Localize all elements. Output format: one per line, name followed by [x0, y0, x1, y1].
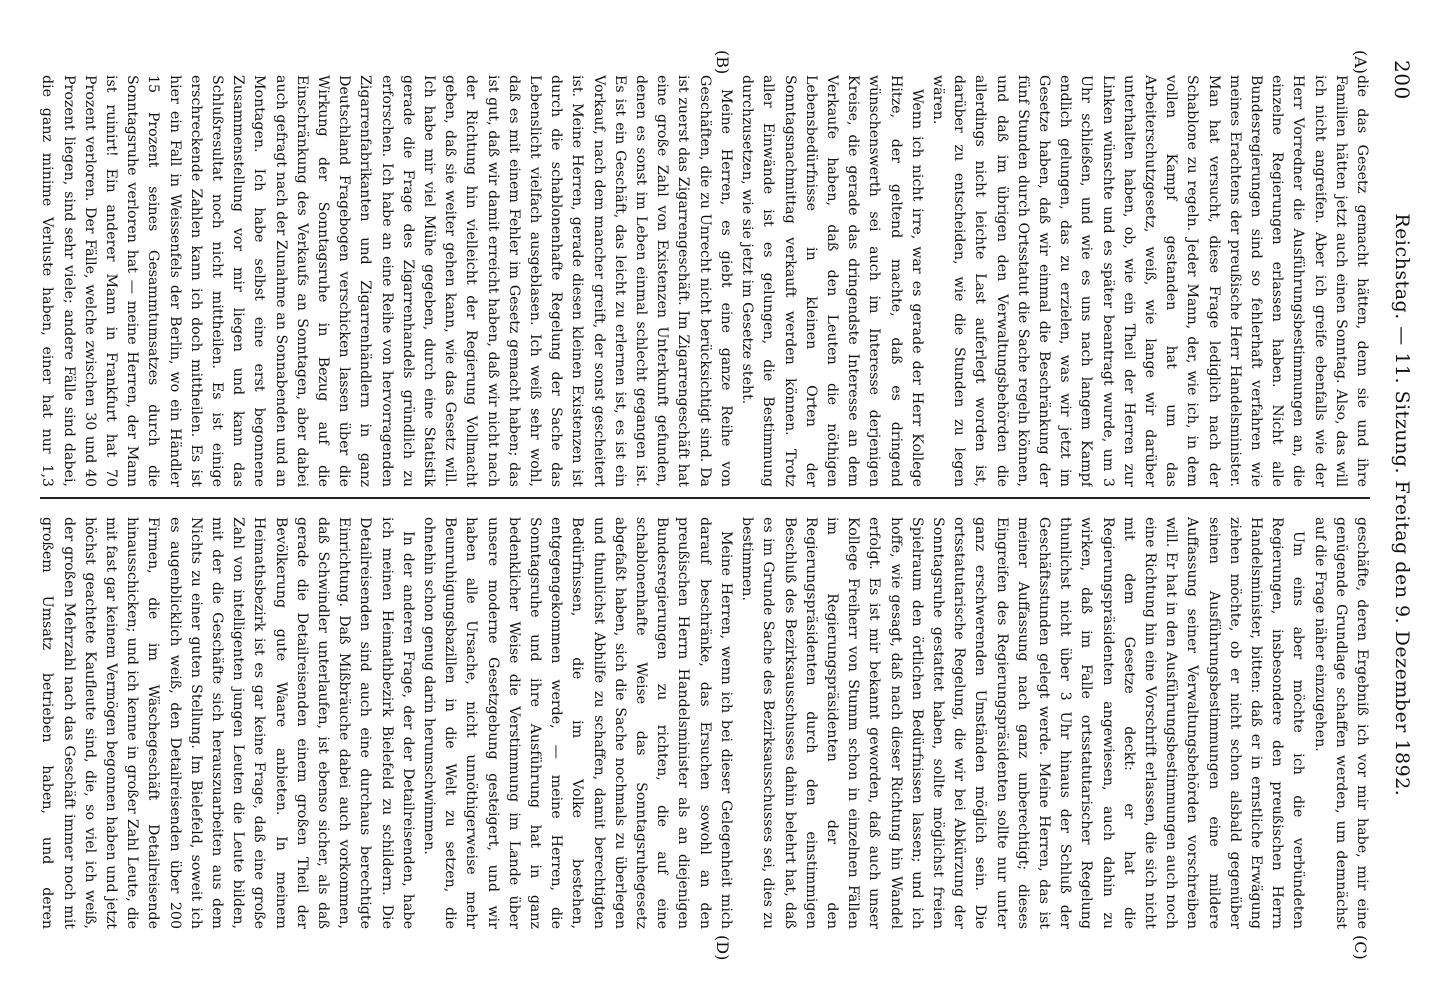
text-column-right [37, 517, 1372, 929]
paragraph: Meine Herren, wenn ich bei dieser Gelegenheit mich darauf beschränke, das Ersuchen sowohl an den preußischen Herrn Handelsminister als an diejenigen Bundesregierungen zu richten, die auf eine schablonenhafte Weise das Sonntagsruhegesetz abgefaßt haben, sich die Sache nochmals zu überlegen und thunlichst Abhilfe zu schaffen, damit berechtigten Bedürfnissen, die im Volke bestehen, entgegengekommen werde, — meine Herren, die Sonntagsruhe und ihre Ausführung hat in ganz bedenklicher Weise die Verstimmung im Lande über unsere moderne Gesetzgebung gesteigert, und wir haben alle Ursache, nicht unnöthigerweise mehr Beunruhigungsbazillen in die Welt zu setzen, die ohnehin schon genug darin herumschwimmen. [421, 517, 734, 929]
margin-marker-b: (B) [713, 50, 732, 75]
margin-marker-c: (C) [1351, 935, 1370, 960]
paragraph: Um eins aber möchte ich die verbündeten Regierungen, insbesondere den preußischen Herrn Handelsminister, bitten: daß er in ernstliche Erwägung ziehen möchte, ob er nicht schon alsbald gegenüber seinen Ausführungsbestimmungen eine mildere Auffassung seiner Verwaltungsbehörden vorschreiben will. Er hat in den Ausführungsbestimmungen auch noch eine Richtung hin eine Vorschrift erlassen, die sich nicht mit dem Gesetze deckt: er hat die Regierungspräsidenten angewiesen, auch dahin zu wirken, daß im Falle ortsstatutarischer Regelung thunlichst nicht über 3 Uhr hinaus der Schluß der Geschäftsstunden gelegt werde. Meine Herren, das ist meiner Auffassung nach ganz unberechtigt; dieses Eingreifen des Regierungspräsidenten sollte nur unter ganz erschwerenden Umständen möglich sein. Die ortsstatutarische Regelung, die wir bei Abkürzung der Sonntagsruhe gestattet haben, sollte möglichst freien Spielraum den örtlichen Bedürfnissen lassen; und ich hoffe, wie gesagt, daß nach dieser Richtung hin Wandel erfolgt. Es ist mir bekannt geworden, daß auch unser Kollege Freiherr von Stumm schon in einzelnen Fällen im Regierungspräsidenten der den Regierungspräsidenten durch den einstimmigen Beschluß des Bezirksausschusses dahin belehrt hat, daß es im Grunde Sache des Bezirksausschusses sei, dies zu bestimmen. [739, 517, 1307, 929]
paragraph: Wenn ich nicht irre, war es gerade der Herr Kollege Hitze, der geltend machte, daß es dringend wünschenswerth sei auch im Interesse derjenigen Kreise, die gerade das dringendste Interesse an dem Verkaufe haben, daß den Leuten die nöthigen Lebensbedürfnisse in kleinen Orten der Sonntagsnachmittag verkauft werden können. Trotz aller Einwände ist es gelungen, die Bestimmung durchzusetzen, wie sie jetzt im Gesetze steht. [739, 75, 925, 487]
column-divider [40, 497, 1370, 499]
margin-marker-a: (A) [1351, 50, 1370, 75]
text-column-left [37, 75, 1372, 487]
running-title: Reichstag. — 11. Sitzung. Freitag den 9. Dezember 1892. [1391, 213, 1413, 797]
margin-marker-d: (D) [713, 935, 732, 961]
page-number: 200 [1390, 60, 1414, 100]
paragraph: Meine Herren, es giebt eine ganze Reihe von Geschäften, die zu Unrecht nicht berücksichtigt sind. Da ist zuerst das Zigarrengeschäft. Im Zigarrengeschäft hat eine große Zahl von Existenzen Unterkunft gefunden, denen es sonst im Leben einmal schlecht gegangen ist. Es ist ein Geschäft, das leicht zu erlernen ist, es ist ein Vorkauf, nach dem mancher greift, der sonst gescheitert ist. Meine Herren, gerade diesen kleinen Existenzen ist durch die schablonenhafte Regelung der Sache das Lebenslicht vielfach ausgeblasen. Ich weiß sehr wohl, daß es mit einem Fehler im Gesetz gemacht haben; das ist gut, daß wir damit erreicht haben, daß wir nicht nach der Richtung hin vielleicht der Regierung Vollmacht geben, daß sie weiter gehen kann, wie das Gesetz will. Ich habe mir viel Mühe gegeben, durch eine Statistik gerade die Frage des Zigarrenhandels gründlich zu erforschen. Ich habe an eine Reihe von hervorragenden Zigarrenfabrikanten und Zigarrenhändlern in ganz Deutschland Fragebogen verschicken lassen über die Wirkung der Sonntagsruhe in Bezug auf die Einschränkung des Verkaufs an Sonntagen, aber dabei auch gefragt nach der Zunahme an Sonnabenden und an Montagen. Ich habe selbst eine erst begonnene Zusammenstellung vor mir liegen und kann das Schlußresultat noch nicht mittheilen. Es ist einige erschreckende Zahlen kann ich doch mittheilen. Es ist hier ein Fall in Weissenfels der Berlin, wo ein Händler 15 Prozent seines Gesammtumsatzes durch die Sonntagsruhe verloren hat — meine Herren, der Mann ist ruinirt! Ein anderer Mann in Frankfurt hat 70 Prozent verloren. Der Fälle, welche zwischen 30 und 40 Prozent liegen, sind sehr viele; andere Fälle sind dabei, die ganz minime Verluste haben, einer hat nur 1,3 [39, 75, 734, 487]
paragraph: In der anderen Frage, der der Detailreisenden, habe ich meinen Heimathbezirk Bielefeld zu schildern. Die Detailreisenden sind auch eine durchaus berechtigte Einrichtung. Daß Mißbräuche dabei auch vorkommen, daß Schwindler unterlaufen, ist ebenso sicher, als daß gerade die Detailreisenden einem großen Theil der Bevölkerung gute Waare anbieten. In meinem Heimathsbezirk ist es gar keine Frage, daß eine große Zahl von intelligenten jungen Leuten die Leute bilden, mit der die Geschäfte sich herauszuarbeiten aus dem Nichts zu einer guten Stellung. Im Bielefeld, soweit ich es augenblicklich weiß, den Detailreisenden über 200 Firmen, die im Wäschegeschäft Detailreisende hinausschicken; und ich kenne in großer Zahl Leute, die mit fast gar keinem Vermögen begonnen haben und jetzt höchst geachtete Kaufleute sind, die, so viel ich weiß, der großen Mehrzahl nach das Geschäft immer noch mit großem Umsatz betrieben haben, und deren [39, 517, 416, 929]
paragraph: die das Gesetz gemacht hätten, denn sie und ihre Familien hätten jetzt auch einen Sonntag. Also, das will ich nicht angreifen. Aber ich greife ebenfalls wie der Herr Vorredner die Ausführungsbestimmungen an, die einzelne Regierungen erlassen haben. Nicht alle Bundesregierungen sind so fehlerhaft verfahren wie meines Erachtens der preußische Herr Handelsminister. Man hat versucht, diese Frage lediglich nach der Schablone zu regeln. Jeder Mann, der, wie ich, in dem vollen Kampf gestanden hat um das Arbeiterschutzgesetz, weiß, wie lange wir darüber unterhalten haben, ob, wie ein Theil der Herren zur Linken wünschte und es später beantragt wurde, um 3 Uhr schließen, und wie es uns nach langem Kampf endlich gelungen, das zu erzielen, was wir jetzt im Gesetze haben, daß wir einmal die Beschränkung der fünf Stunden durch Ortsstatut die Sache regeln können, und daß im übrigen den Verwaltungsbehörden die allerdings nicht leichte Last auferlegt worden ist, darüber zu entscheiden, wie die Stunden zu legen wären. [929, 75, 1370, 487]
paragraph: geschäfte, deren Ergebniß ich vor mir habe, mir eine genügende Grundlage schaffen werden, um demnächst auf die Frage näher einzugehen. [1311, 517, 1370, 929]
page-header [1382, 60, 1422, 940]
